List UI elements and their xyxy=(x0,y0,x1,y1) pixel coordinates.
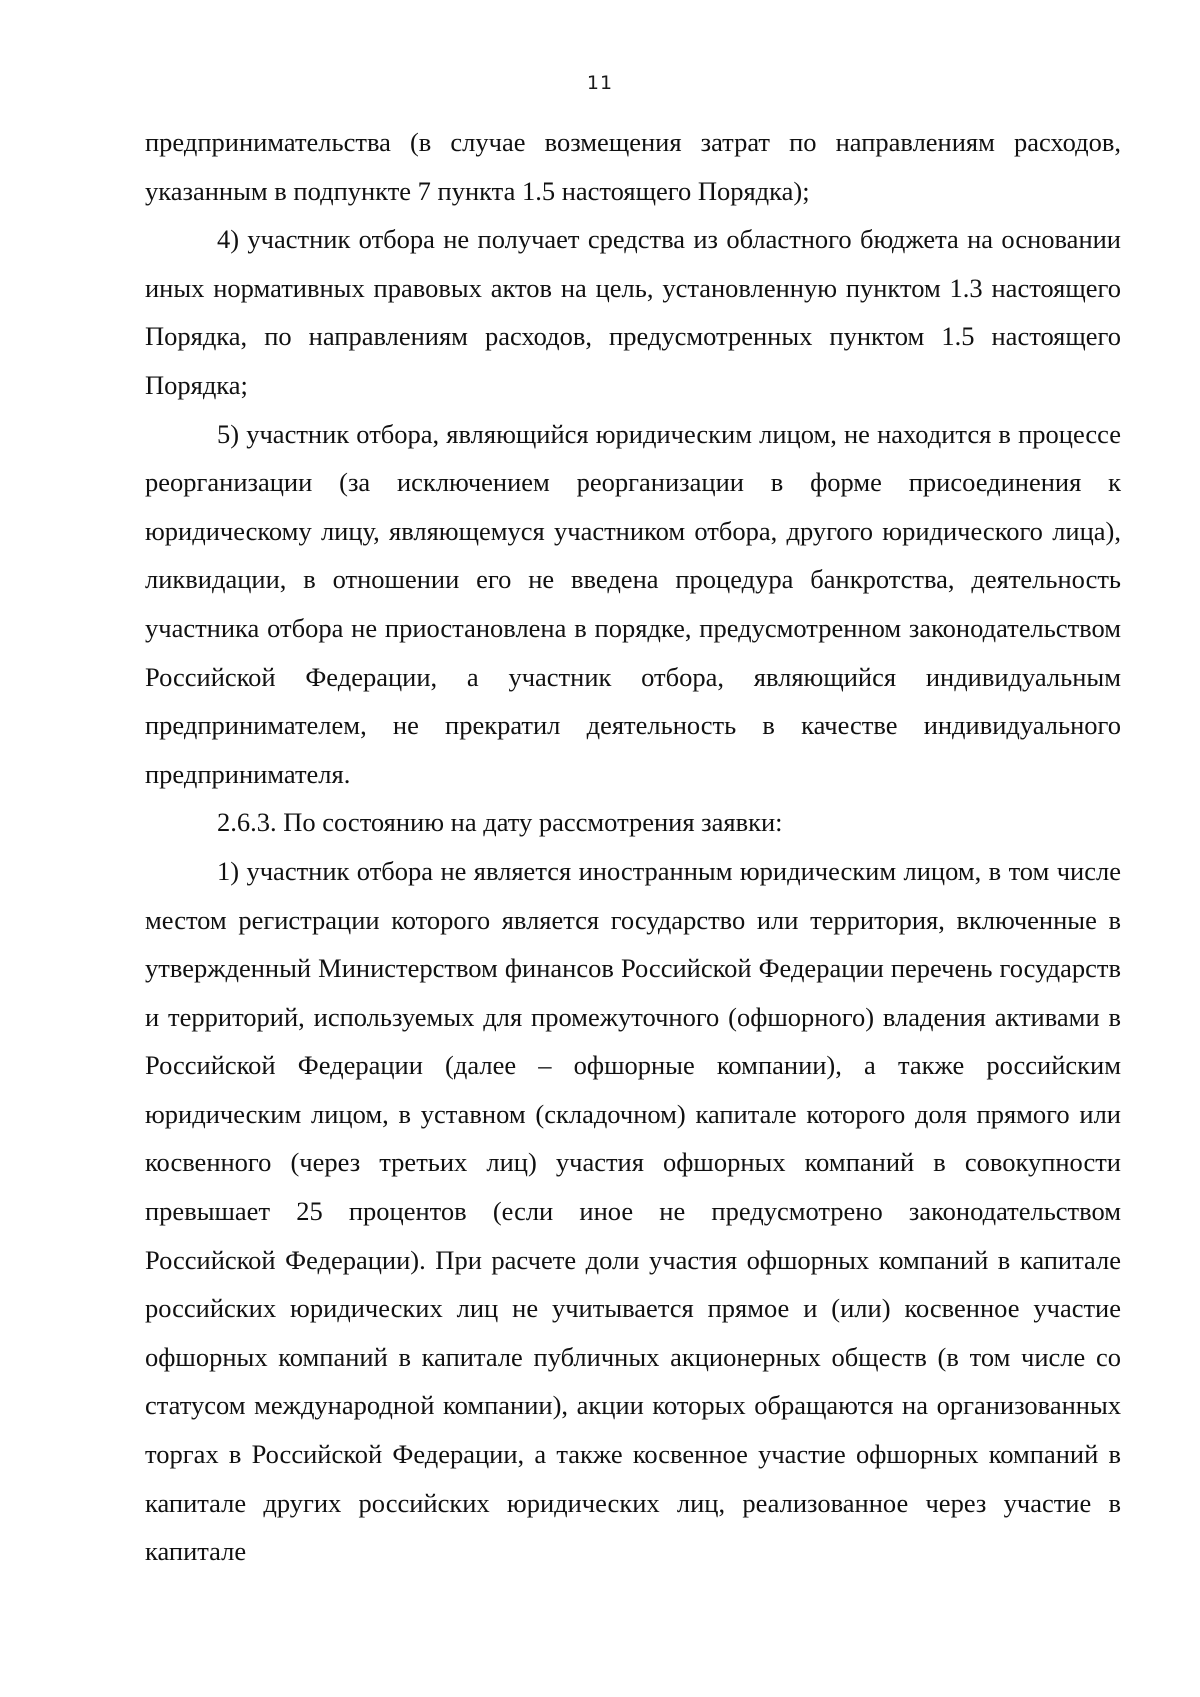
paragraph-section-2-6-3: 2.6.3. По состоянию на дату рассмотрения заявки: xyxy=(217,807,783,838)
paragraph-continuation: предпринимательства (в случае возмещения затрат по направлениям расходов, указанным в подпункте 7 пункта 1.5 настоящего Порядка); xyxy=(145,127,1121,206)
page-number: 11 xyxy=(586,72,614,94)
document-body xyxy=(145,118,1121,1576)
paragraph-item-4: 4) участник отбора не получает средства из областного бюджета на основании иных нормативных правовых актов на цель, установленную пунктом 1.3 настоящего Порядка, по направлениям расходов, предусмотренных пунктом 1.5 настоящего Порядка; xyxy=(145,224,1121,400)
paragraph-item-1: 1) участник отбора не является иностранным юридическим лицом, в том числе местом регистрации которого является государство или территория, включенные в утвержденный Министерством финансов Российской Федерации перечень государств и территорий, используемых для промежуточного (офшорного) владения активами в Российской Федерации (далее – офшорные компании), а также российским юридическим лицом, в уставном (складочном) капитале которого доля прямого или косвенного (через третьих лиц) участия офшорных компаний в совокупности превышает 25 процентов (если иное не предусмотрено законодательством Российской Федерации). При расчете доли участия офшорных компаний в капитале российских юридических лиц не учитывается прямое и (или) косвенное участие офшорных компаний в капитале публичных акционерных обществ (в том числе со статусом международной компании), акции которых обращаются на организованных торгах в Российской Федерации, а также косвенное участие офшорных компаний в капитале других российских юридических лиц, реализованное через участие в капитале xyxy=(145,855,1121,1567)
paragraph-item-5: 5) участник отбора, являющийся юридическим лицом, не находится в процессе реорганизации (за исключением реорганизации в форме присоединения к юридическому лицу, являющемуся участником отбора, другого юридического лица), ликвидации, в отношении его не введена процедура банкротства, деятельность участника отбора не приостановлена в порядке, предусмотренном законодательством Российской Федерации, а участник отбора, являющийся индивидуальным предпринимателем, не прекратил деятельность в качестве индивидуального предпринимателя. xyxy=(145,418,1121,789)
